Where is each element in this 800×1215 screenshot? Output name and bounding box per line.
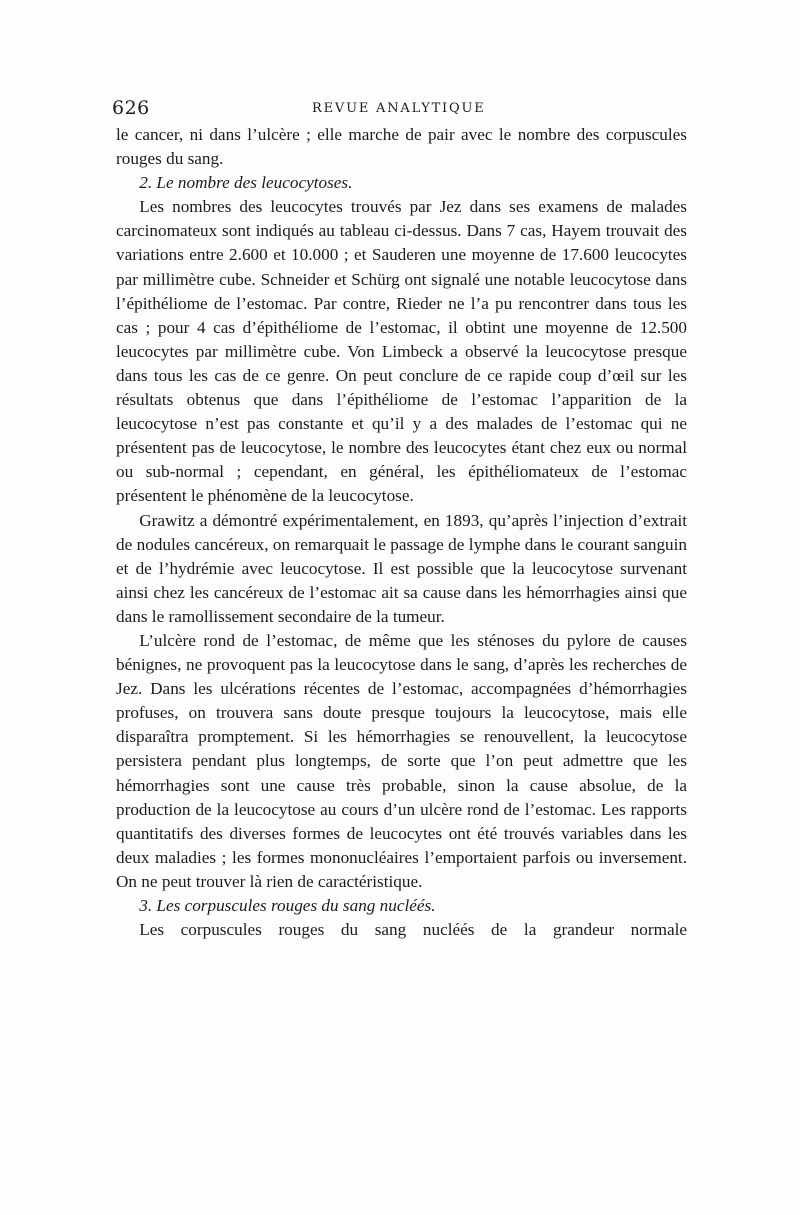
paragraph-continuation: le cancer, ni dans l’ulcère ; elle marche de pair avec le nombre des corpuscules rouges du sang. [116, 125, 687, 169]
paragraph-ulcere-rond: L’ulcère rond de l’estomac, de même que les sténoses du pylore de causes bénignes, ne provoquent pas la leucocytose dans le sang, d’après les recherches de Jez. Dans les ulcérations récentes de l’estomac, accompagnées d’hémorrhagies profuses, on trouvera sans doute presque toujours la leucocytose, mais elle disparaîtra promptement. Si les hémorrhagies se renouvellent, la leucocytose persistera pendant plus longtemps, de sorte que l’on peut admettre que les hémorrhagies sont une cause très probable, sinon la cause absolue, de la production de la leucocytose au cours d’un ulcère rond de l’estomac. Les rapports quantitatifs des diverses formes de leucocytes ont été trouvés variables dans les deux maladies ; les formes mononucléaires l’emportaient parfois ou inversement. On ne peut trouver là rien de caractéristique. [116, 630, 687, 891]
running-head: REVUE ANALYTIQUE [312, 101, 486, 116]
paragraph-grawitz: Grawitz a démontré expérimentalement, en 1893, qu’après l’injection d’extrait de nodules cancéreux, on remarquait le passage de lymphe dans le courant sanguin et de l’hydrémie avec leucocytose. Il est possible que la leucocytose survenant ainsi chez les cancéreux de l’estomac ait sa cause dans les hémorrhagies ainsi que dans le ramollissement secondaire de la tumeur. [116, 510, 687, 626]
paragraph-corpuscules-start: Les corpuscules rouges du sang nucléés de la grandeur normale [139, 920, 687, 940]
page-header [112, 97, 712, 121]
section-heading-corpuscules: 3. Les corpuscules rouges du sang nucléés. [139, 896, 436, 915]
page-number: 626 [112, 97, 150, 119]
section-heading-leucocytoses: 2. Le nombre des leucocytoses. [139, 173, 353, 193]
body-text [116, 123, 687, 942]
paragraph-leucocyte-counts: Les nombres des leucocytes trouvés par Jez dans ses examens de malades carcinomateux sont indiqués au tableau ci-dessus. Dans 7 cas, Hayem trouvait des variations entre 2.600 et 10.000 ; et Sauderen une moyenne de 17.600 leucocytes par millimètre cube. Schneider et Schürg ont signalé une notable leucocytose dans l’épithéliome de l’estomac. Par contre, Rieder ne l’a pu rencontrer dans tous les cas ; pour 4 cas d’épithéliome de l’estomac, il obtint une moyenne de 12.500 leucocytes par millimètre cube. Von Limbeck a observé la leucocytose presque dans tous les cas de ce genre. On peut conclure de ce rapide coup d’œil sur les résultats obtenus que dans l’épithéliome de l’estomac l’apparition de la leucocytose n’est pas constante et qu’il y a des malades de l’estomac qui ne présentent pas de leucocytose, le nombre des leucocytes étant chez eux ou normal ou sub-normal ; cependant, en général, les épithéliomateux de l’estomac présentent le phénomène de la leucocytose. [116, 197, 687, 506]
